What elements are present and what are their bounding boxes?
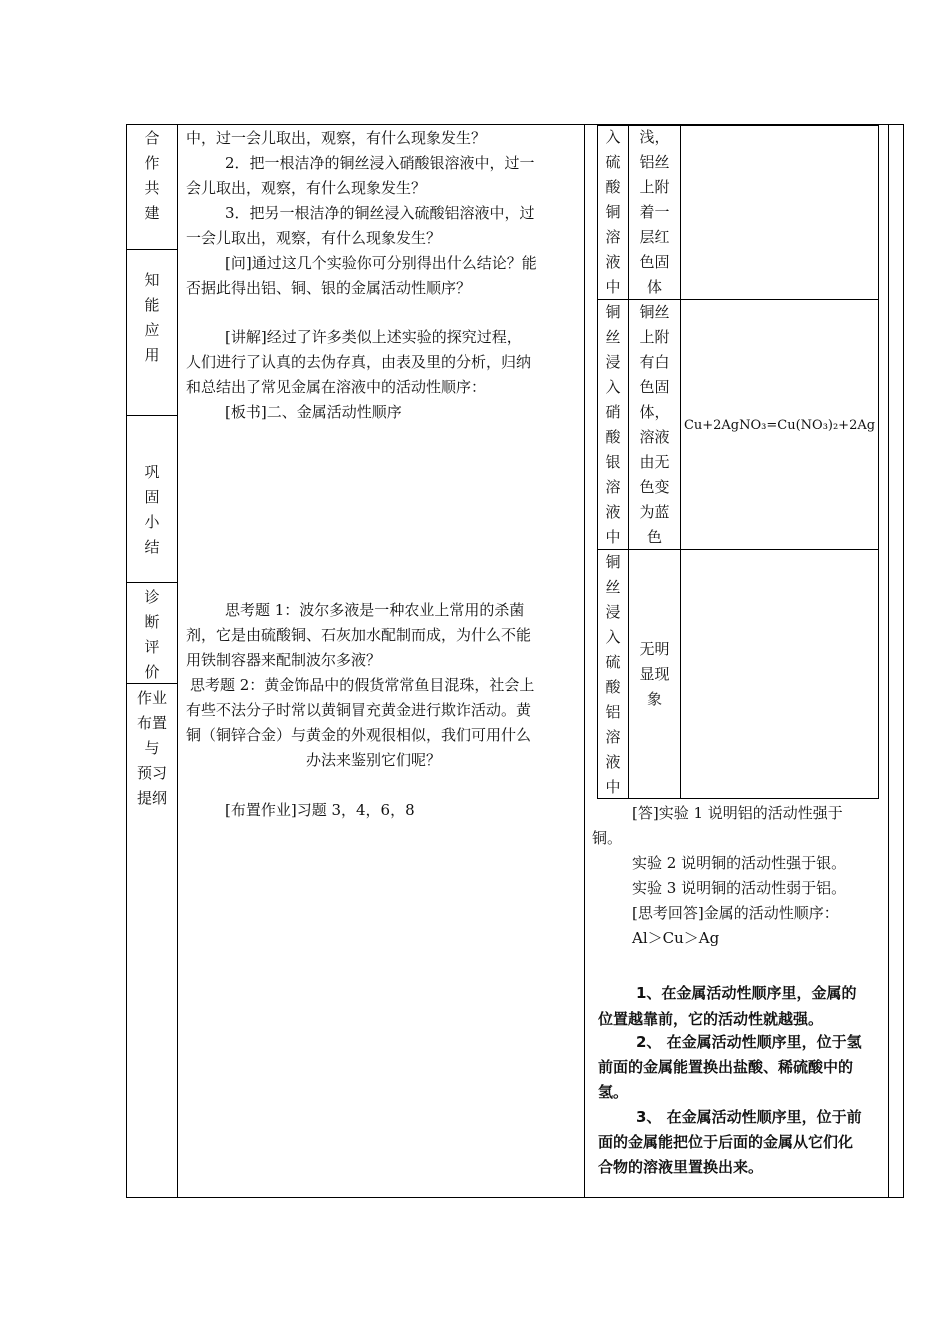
teacher-text-line: 否据此得出铝、铜、银的金属活动性顺序？ — [186, 279, 472, 297]
experiment-name: 入 硫 酸 铜 溶 液 中 — [605, 128, 621, 296]
experiment-name: 铜 丝 浸 入 硝 酸 银 溶 液 中 — [605, 303, 621, 546]
row-divider — [126, 415, 177, 416]
rule-text-line: 位置越靠前，它的活动性就越强。 — [598, 1010, 824, 1028]
teacher-text-line: 人们进行了认真的去伪存真，由表及里的分析，归纳 — [186, 353, 532, 371]
teacher-text-line: 2．把一根洁净的铜丝浸入硝酸银溶液中，过一 — [225, 154, 535, 172]
rule-text-line: 合物的溶液里置换出来。 — [598, 1158, 764, 1176]
experiment-name: 铜 丝 浸 入 硫 酸 铝 溶 液 中 — [605, 553, 621, 796]
experiment-phenomenon: 浅， 铝丝 上附 着一 层红 色固 体 — [639, 128, 670, 296]
teacher-text-line: 铜（铜锌合金）与黄金的外观很相似，我们可用什么 — [186, 726, 532, 744]
teacher-text-line: [问]通过这几个实验你可分别得出什么结论？能 — [225, 254, 537, 272]
student-text-line: [答]实验 1 说明铝的活动性强于 — [632, 804, 843, 822]
table-border-bottom — [126, 1197, 904, 1198]
student-text-line: 铜。 — [592, 829, 623, 847]
rule-text-line: 3、 在金属活动性顺序里，位于前 — [636, 1108, 862, 1126]
column-divider — [888, 124, 889, 1198]
experiment-equation: Cu+2AgNO₃=Cu(NO₃)₂+2Ag — [683, 418, 876, 433]
teacher-text-line: 剂，它是由硫酸铜、石灰加水配制而成，为什么不能 — [186, 626, 532, 644]
student-text-line: 实验 2 说明铜的活动性强于银。 — [632, 854, 847, 872]
teacher-text-line: 3．把另一根洁净的铜丝浸入硫酸铝溶液中，过 — [225, 204, 535, 222]
experiment-phenomenon: 铜丝 上附 有白 色固 体， 溶液 由无 色变 为蓝 色 — [639, 303, 670, 546]
student-text-line: 实验 3 说明铜的活动性弱于铝。 — [632, 879, 847, 897]
experiment-phenomenon: 无明 显现 象 — [639, 640, 670, 708]
label-zhineng-yingyong: 知 能 应 用 — [144, 271, 160, 364]
teacher-text-line: 办法来鉴别它们呢？ — [306, 751, 442, 769]
label-zhenduan-pingjia: 诊 断 评 价 — [144, 588, 160, 681]
inner-table-divider — [680, 125, 681, 799]
teacher-text-line: 一会儿取出，观察，有什么现象发生？ — [186, 229, 442, 247]
rule-text-line: 氢。 — [598, 1083, 629, 1101]
label-hezuo-gongjian: 合 作 共 建 — [144, 129, 160, 222]
teacher-text-line: 中，过一会儿取出，观察，有什么现象发生？ — [186, 129, 487, 147]
column-divider — [584, 124, 585, 1198]
teacher-text-line: 思考题 1：波尔多液是一种农业上常用的杀菌 — [225, 601, 525, 619]
row-divider — [126, 582, 177, 583]
rule-text-line: 2、 在金属活动性顺序里，位于氢 — [636, 1033, 862, 1051]
rule-text-line: 面的金属能把位于后面的金属从它们化 — [598, 1133, 854, 1151]
label-zuoye-buzhi: 作业 布置 与 预习 提纲 — [136, 689, 167, 807]
row-divider — [126, 249, 177, 250]
rule-text-line: 前面的金属能置换出盐酸、稀硫酸中的 — [598, 1058, 854, 1076]
teacher-text-line: [板书]二、金属活动性顺序 — [225, 403, 402, 421]
student-text-line: [思考回答]金属的活动性顺序： — [632, 904, 839, 922]
teacher-text-line: 用铁制容器来配制波尔多液？ — [186, 651, 382, 669]
student-text-line: Al＞Cu＞Ag — [632, 929, 720, 947]
teacher-text-line: 思考题 2：黄金饰品中的假货常常鱼目混珠，社会上 — [190, 676, 535, 694]
teacher-text-line: 会儿取出，观察，有什么现象发生？ — [186, 179, 427, 197]
label-gonggu-xiaojie: 巩 固 小 结 — [144, 463, 160, 556]
teacher-text-line: [布置作业]习题 3，4，6，8 — [225, 801, 415, 819]
column-divider — [177, 124, 178, 1198]
teacher-text-line: 和总结出了常见金属在溶液中的活动性顺序： — [186, 378, 487, 396]
inner-table-bottom — [597, 798, 879, 799]
inner-table-right — [878, 125, 879, 799]
teacher-text-line: 有些不法分子时常以黄铜冒充黄金进行欺诈活动。黄 — [186, 701, 532, 719]
table-border-right — [903, 124, 904, 1198]
teacher-text-line: [讲解]经过了许多类似上述实验的探究过程， — [225, 328, 522, 346]
rule-text-line: 1、在金属活动性顺序里，金属的 — [636, 984, 857, 1002]
